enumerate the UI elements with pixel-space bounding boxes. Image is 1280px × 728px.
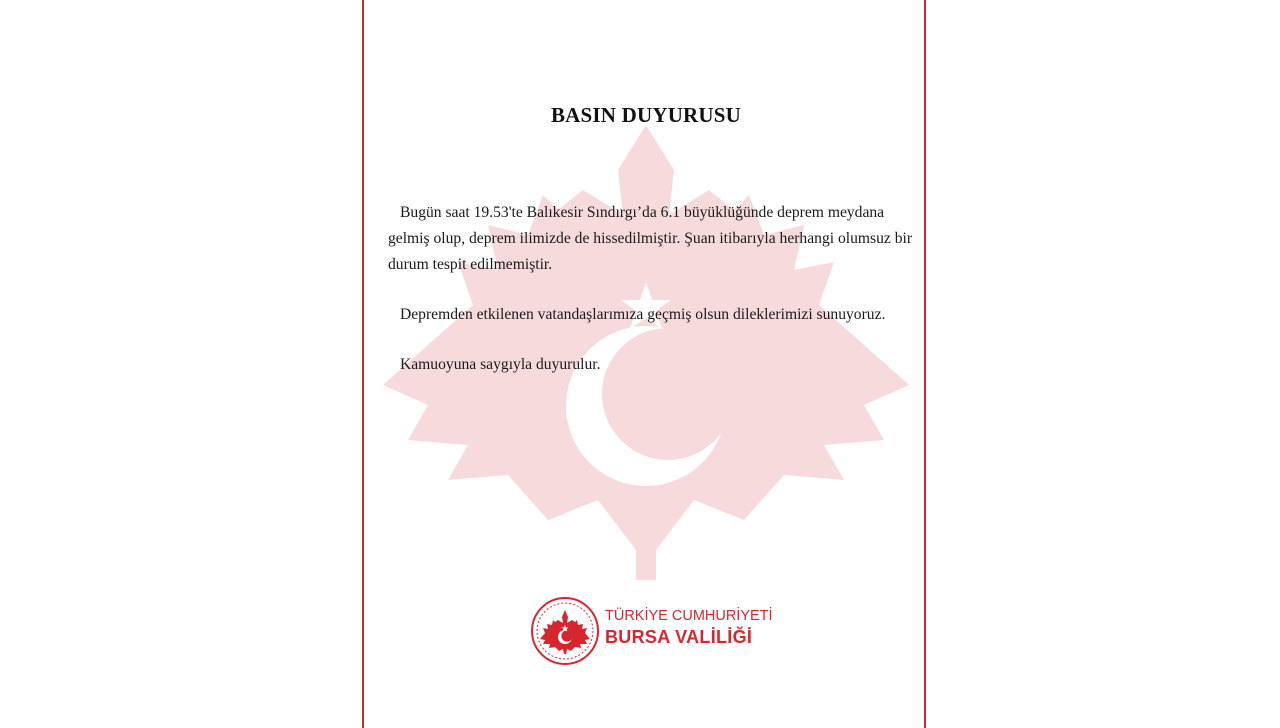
logo-line-2: BURSA VALİLİĞİ [605, 627, 753, 647]
document-body [388, 200, 915, 402]
paragraph-3: Kamuoyuna saygıyla duyurulur. [400, 356, 601, 373]
press-release-page [362, 0, 926, 728]
maple-leaf-crescent-star-seal-icon [530, 596, 600, 666]
bursa-governorship-logo [530, 596, 773, 668]
document-title: BASIN DUYURUSU [550, 103, 742, 127]
paragraph-1: Bugün saat 19.53'te Balıkesir Sındırgı’da 6.1 büyüklüğünde deprem meydana gelmiş olup, deprem ilimizde de hissedilmiştir. Şuan itibarıyla herhangi olumsuz bir durum tespit edilmemiştir. [388, 204, 913, 273]
paragraph-2: Depremden etkilenen vatandaşlarımıza geçmiş olsun dileklerimizi sunuyoruz. [400, 306, 886, 323]
logo-line-1: TÜRKİYE CUMHURİYETİ [605, 608, 773, 624]
